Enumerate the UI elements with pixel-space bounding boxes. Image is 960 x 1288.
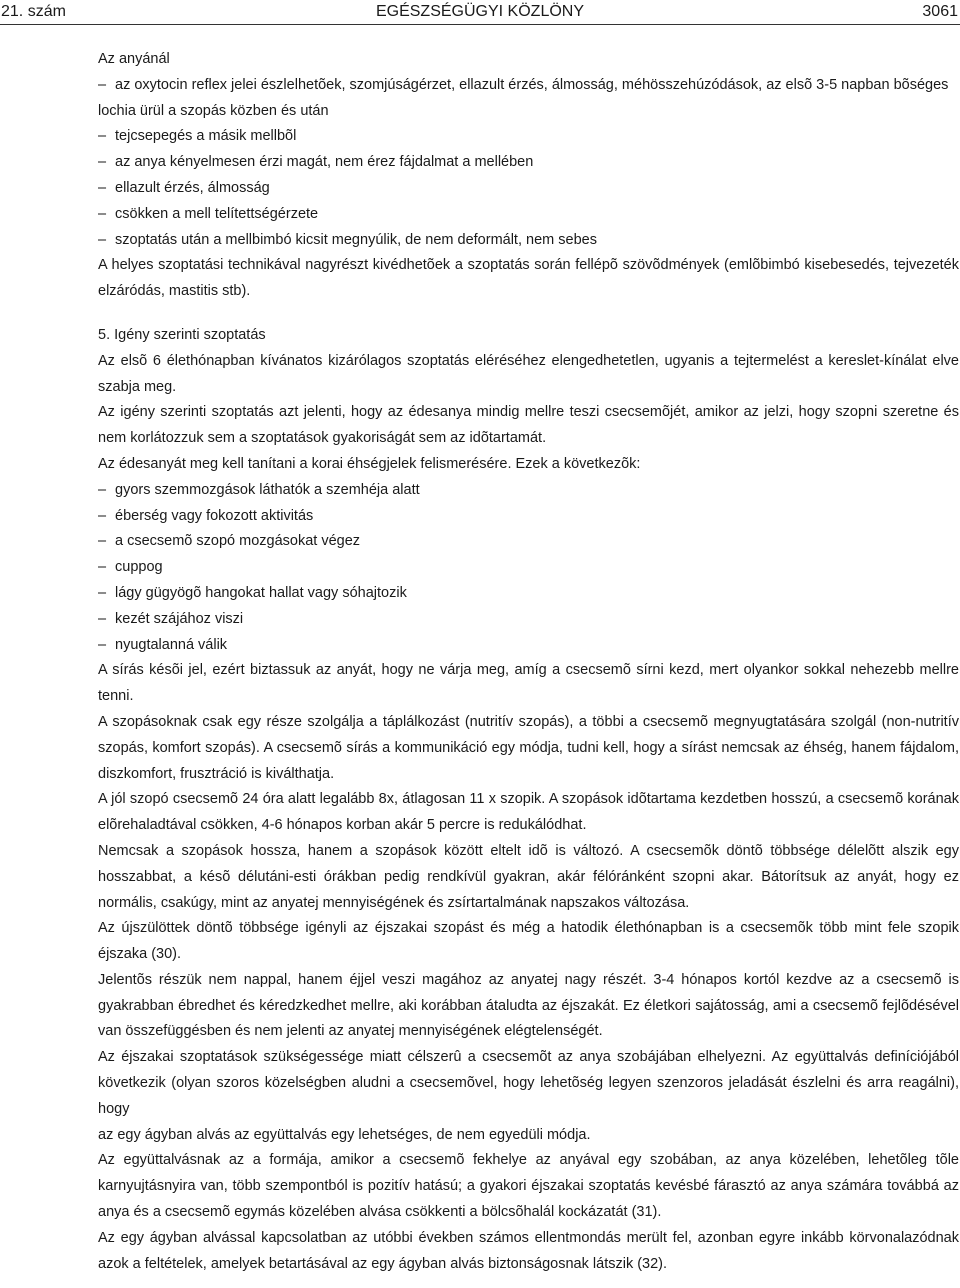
- dash-glyph: –: [98, 205, 107, 222]
- list-item: [98, 504, 959, 530]
- paragraph: az egy ágyban alvás az együttalvás egy lehetséges, de nem egyedüli módja.: [98, 1126, 591, 1143]
- list-item-text: a csecsemõ szopó mozgásokat végez: [115, 533, 361, 550]
- dash-glyph: –: [98, 179, 107, 196]
- list-item: [98, 555, 959, 581]
- dash-glyph: –: [98, 76, 107, 93]
- paragraph: Az újszülöttek döntõ többsége igényli az éjszakai szopást és még a hatodik élethónapban is a csecsemõk több mint fele szopik éjszaka (30).: [98, 920, 959, 963]
- paragraph: Az egy ágyban alvással kapcsolatban az utóbbi években számos ellentmondás merült fel, azonban egyre inkább körvonalazódnak azok a feltételek, amelyek betartásával az egy ágyban alvás biztonságosnak látszik (32).: [98, 1229, 959, 1272]
- section-gap: [98, 305, 959, 323]
- dash-glyph: –: [98, 610, 107, 627]
- dash-glyph: –: [98, 584, 107, 601]
- paragraph: Az együttalvásnak az a formája, amikor a csecsemõ fekhelye az anyával egy szobában, az anya közelében, lehetõleg tõle karnyujtásnyira van, több szempontból is pozitív hatású; a gyakori éjszakai szoptatás kevésbé fárasztó az anya számára továbbá az anya és a csecsemõ egymás közelében alvása csökkenti a bölcsõhalál kockázatát (31).: [98, 1152, 959, 1221]
- paragraph: Az igény szerinti szoptatás azt jelenti, hogy az édesanya mindig mellre teszi csecsemõjét, amikor az jelzi, hogy szopni szeretne és nem korlátozzuk sem a szoptatások gyakoriságát sem az idõtartamát.: [98, 404, 959, 447]
- dash-glyph: –: [98, 533, 107, 550]
- paragraph: A szopásoknak csak egy része szolgálja a táplálkozást (nutritív szopás), a többi a csecsemõ megnyugtatására szolgál (non-nutritív szopás, komfort szopás). A csecsemõ sírás a kommunikáció egy módja, tudni kell, hogy a sírást nemcsak az éhség, hanem fájdalom, diszkomfort, frusztráció is kiválthatja.: [98, 713, 959, 782]
- dash-glyph: –: [98, 481, 107, 498]
- list-item: [98, 633, 959, 659]
- paragraph: Az éjszakai szoptatások szükségessége miatt célszerû a csecsemõt az anya szobájában elhelyezni. Az együttalvás definíciójából következik (olyan szoros közelségben aludni a csecsemõvel, hogy lehetõség legyen szenzoros jeladását észlelni és arra reagálni), hogy: [98, 1049, 959, 1117]
- dash-glyph: –: [98, 154, 107, 171]
- list-item-text: lágy gügyögõ hangokat hallat vagy sóhajtozik: [115, 584, 407, 601]
- list-item-text: cuppog: [115, 559, 163, 576]
- paragraph: Nemcsak a szopások hossza, hanem a szopások között eltelt idõ is változó. A csecsemõk döntõ többsége délelõtt alszik egy hosszabbat, a késõ délutáni-esti órákban pedig rendkívül gyakran, akár félóránként szopni akar. Bátorítsuk az anyát, hogy ez normális, csakúgy, mint az anyatej mennyiségének és zsírtartalmának napszakos változása.: [98, 842, 959, 911]
- dash-glyph: –: [98, 128, 107, 145]
- paragraph: A helyes szoptatási technikával nagyrészt kivédhetõek a szoptatás során fellépõ szövõdmények (emlõbimbó kisebesedés, tejvezeték elzáródás, mastitis stb).: [98, 257, 959, 300]
- list-item-text: éberség vagy fokozott aktivitás: [115, 507, 314, 524]
- list-item: [98, 73, 959, 125]
- running-header: [0, 0, 960, 24]
- paragraph: Az elsõ 6 élethónapban kívánatos kizárólagos szoptatás eléréséhez elengedhetetlen, ugyanis a tejtermelést a kereslet-kínálat elve szabja meg.: [98, 352, 959, 395]
- list-item: [98, 581, 959, 607]
- paragraph: A sírás késõi jel, ezért biztassuk az anyát, hogy ne várja meg, amíg a csecsemõ sírni kezd, mert olyankor sokkal nehezebb mellre tenni.: [98, 662, 959, 705]
- list-item: [98, 202, 959, 228]
- section-heading: 5. Igény szerinti szoptatás: [98, 326, 266, 343]
- paragraph: Jelentõs részük nem nappal, hanem éjjel veszi magához az anyatej nagy részét. 3-4 hónapos kortól kezdve az a csecsemõ is gyakrabban ébredhet és kéredzkedhet mellre, aki korábban átaludta az éjszakát. Ez életkori sajátosság, ami a csecsemõ fejlõdésével van összefüggésben és nem jelenti az anyatej mennyiségének elégtelenségét.: [98, 971, 959, 1040]
- paragraph: A jól szopó csecsemõ 24 óra alatt legalább 8x, átlagosan 11 x szopik. A szopások idõtartama kezdetben hosszú, a csecsemõ korának elõrehaladtával csökken, 4-6 hónapos korban akár 5 percre is redukálódhat.: [98, 791, 959, 834]
- page-number: 3061: [922, 3, 958, 20]
- list-item: [98, 150, 959, 176]
- header-rule: [0, 24, 960, 25]
- list-item-text: kezét szájához viszi: [115, 610, 244, 627]
- journal-title: EGÉSZSÉGÜGYI KÖZLÖNY: [375, 3, 585, 20]
- list-item-text: az oxytocin reflex jelei észlelhetõek, szomjúságérzet, ellazult érzés, álmosság, méhösszehúzódások, az elsõ 3-5 napban bõséges lochia ürül a szopás közben és után: [98, 76, 949, 119]
- dash-glyph: –: [98, 507, 107, 524]
- list-item-text: az anya kényelmesen érzi magát, nem érez fájdalmat a mellében: [115, 154, 534, 171]
- page-body: [98, 47, 959, 1277]
- list-item: [98, 228, 959, 254]
- list-item-text: nyugtalanná válik: [115, 636, 228, 653]
- issue-number: 21. szám: [1, 3, 66, 20]
- dash-glyph: –: [98, 559, 107, 576]
- dash-glyph: –: [98, 231, 107, 248]
- mother-signs-heading: Az anyánál: [98, 51, 170, 67]
- list-item-text: ellazult érzés, álmosság: [115, 179, 270, 196]
- list-item-text: gyors szemmozgások láthatók a szemhéja alatt: [115, 481, 420, 498]
- paragraph: Az édesanyát meg kell tanítani a korai éhségjelek felismerésére. Ezek a következõk:: [98, 455, 641, 472]
- list-item: [98, 124, 959, 150]
- list-item: [98, 176, 959, 202]
- list-item-text: csökken a mell telítettségérzete: [115, 205, 319, 222]
- list-item: [98, 529, 959, 555]
- list-item: [98, 478, 959, 504]
- list-item-text: tejcsepegés a másik mellbõl: [115, 128, 297, 145]
- dash-glyph: –: [98, 636, 107, 653]
- list-item: [98, 607, 959, 633]
- list-item-text: szoptatás után a mellbimbó kicsit megnyúlik, de nem deformált, nem sebes: [115, 231, 597, 248]
